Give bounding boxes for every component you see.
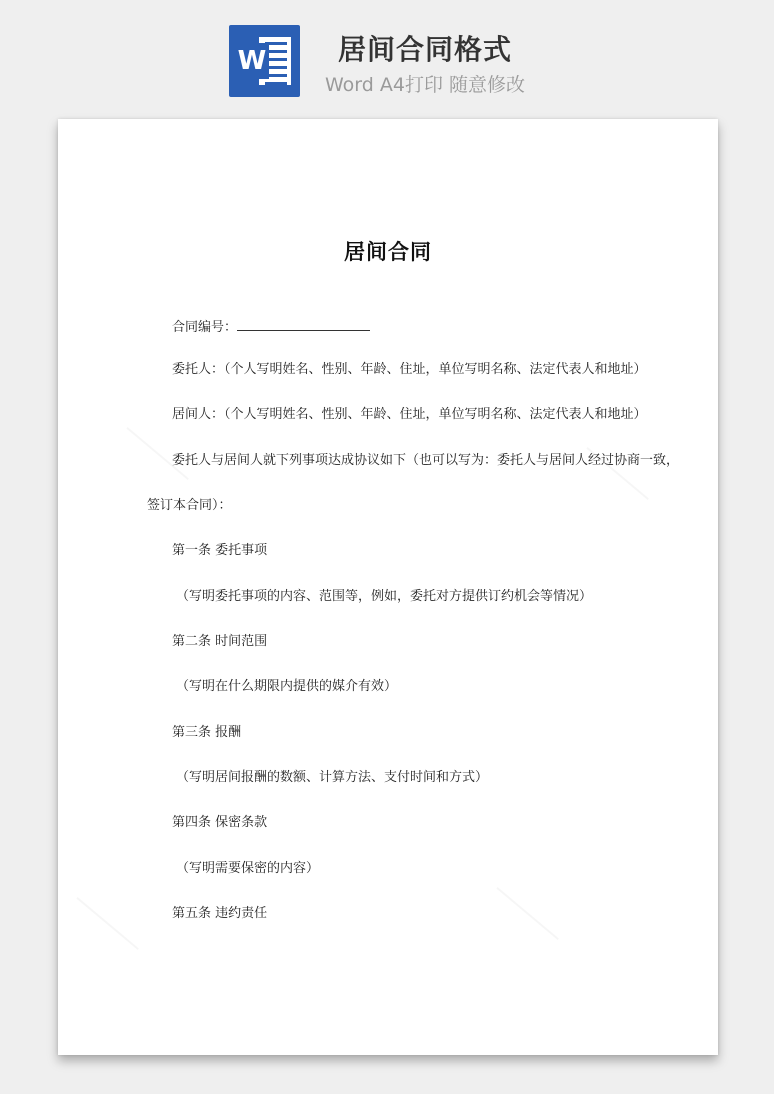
article-1-body: （写明委托事项的内容、范围等，例如，委托对方提供订约机会等情况）	[176, 589, 593, 604]
document-page	[58, 119, 718, 1055]
contract-number-blank[interactable]	[237, 318, 370, 331]
article-1-heading: 第一条 委托事项	[172, 543, 268, 558]
header-banner	[0, 0, 774, 118]
article-3-heading: 第三条 报酬	[172, 725, 242, 740]
banner-subtitle: Word A4打印 随意修改	[325, 74, 526, 96]
watermark-mark	[58, 897, 139, 973]
intermediary-line: 居间人：（个人写明姓名、性别、年龄、住址，单位写明名称、法定代表人和地址）	[172, 407, 647, 422]
article-5-heading: 第五条 违约责任	[172, 906, 268, 921]
agreement-line-2: 签订本合同）：	[147, 498, 232, 513]
word-document-icon	[229, 25, 300, 97]
principal-line: 委托人：（个人写明姓名、性别、年龄、住址，单位写明名称、法定代表人和地址）	[172, 362, 647, 377]
contract-number-label: 合同编号：	[172, 320, 238, 335]
watermark-mark	[477, 887, 559, 963]
contract-number-line	[172, 318, 370, 337]
document-title: 居间合同	[344, 240, 432, 264]
article-2-heading: 第二条 时间范围	[172, 634, 268, 649]
agreement-line-1: 委托人与居间人就下列事项达成协议如下（也可以写为：委托人与居间人经过协商一致，	[172, 453, 680, 468]
word-logo-letter: W	[235, 43, 269, 79]
article-4-body: （写明需要保密的内容）	[176, 861, 320, 876]
article-3-body: （写明居间报酬的数额、计算方法、支付时间和方式）	[176, 770, 489, 785]
banner-title: 居间合同格式	[338, 33, 513, 66]
article-2-body: （写明在什么期限内提供的媒介有效）	[176, 679, 398, 694]
article-4-heading: 第四条 保密条款	[172, 815, 268, 830]
